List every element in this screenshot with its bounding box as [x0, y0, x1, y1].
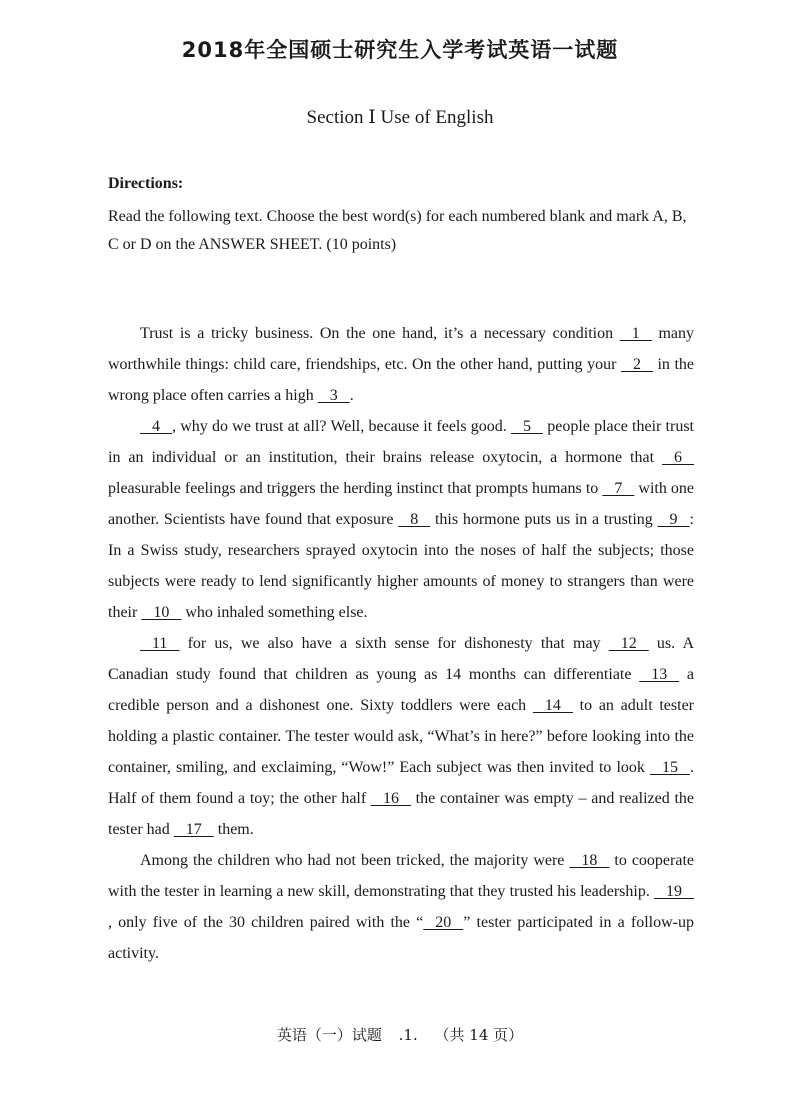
passage-text: . [349, 387, 354, 404]
footer-page-number: .1. [398, 1026, 418, 1044]
blank-4: 4 [140, 418, 172, 435]
blank-7: 7 [602, 480, 635, 497]
passage-text: for us, we also have a sixth sense for dishonesty that may [179, 635, 609, 652]
passage-text: many worthwhile things: child care, friendships, etc. On the other hand, putting your [108, 325, 695, 373]
passage-text: a credible person and a dishonest one. Sixty toddlers were each [108, 666, 694, 714]
blank-18: 18 [569, 852, 610, 869]
blank-5: 5 [511, 418, 544, 435]
directions-text: Read the following text. Choose the best word(s) for each numbered blank and mark A, B, C or D on the ANSWER SHEET. (10 points) [108, 208, 687, 253]
blank-15: 15 [650, 759, 690, 776]
directions-heading: Directions: [108, 175, 184, 192]
passage-text: this hormone puts us in a trusting [430, 511, 658, 528]
passage-text: them. [213, 821, 254, 838]
passage-text: to an adult tester holding a plastic container. The tester would ask, “What’s in here?” before looking into the container, smiling, and exclaiming, “Wow!” Each subject was then invited to look [108, 697, 695, 776]
blank-13: 13 [639, 666, 680, 683]
passage-text: in the wrong place often carries a high [108, 356, 694, 404]
passage-text: Trust is a tricky business. On the one hand, it’s a necessary condition [140, 325, 620, 342]
page-footer [0, 1024, 800, 1045]
blank-10: 10 [141, 604, 182, 621]
passage-text: with one another. Scientists have found that exposure [108, 480, 694, 528]
paragraph-4 [108, 845, 694, 969]
blank-14: 14 [532, 697, 573, 714]
passage [108, 318, 694, 969]
passage-text: people place their trust in an individual or an institution, their brains release oxytocin, a hormone that [108, 418, 694, 466]
footer-subject: 英语（一）试题 [276, 1026, 382, 1044]
blank-16: 16 [370, 790, 411, 807]
passage-text: to cooperate with the tester in learning a new skill, demonstrating that they trusted his leadership. [108, 852, 695, 900]
passage-text: who inhaled something else. [181, 604, 368, 621]
blank-1: 1 [619, 325, 652, 342]
footer-total-pages: （共 14 页） [434, 1026, 524, 1044]
passage-text: . Half of them found a toy; the other half [108, 759, 694, 807]
blank-17: 17 [173, 821, 214, 838]
blank-3: 3 [317, 387, 350, 404]
passage-text: , why do we trust at all? Well, because it feels good. [172, 418, 512, 435]
paragraph-1 [108, 318, 694, 411]
blank-12: 12 [608, 635, 649, 652]
paragraph-2 [108, 411, 694, 628]
blank-19: 19 [654, 883, 694, 900]
blank-11: 11 [140, 635, 180, 652]
passage-text: us. A Canadian study found that children as young as 14 months can differentiate [108, 635, 695, 683]
blank-6: 6 [662, 449, 694, 466]
exam-title: 2018年全国硕士研究生入学考试英语一试题 [181, 38, 619, 62]
blank-20: 20 [423, 914, 464, 931]
passage-text: pleasurable feelings and triggers the herding instinct that prompts humans to [108, 480, 603, 497]
passage-text: the container was empty – and realized the tester had [108, 790, 694, 838]
blank-8: 8 [398, 511, 431, 528]
passage-text: Among the children who had not been tricked, the majority were [140, 852, 570, 869]
passage-text: : In a Swiss study, researchers sprayed oxytocin into the noses of half the subjects; those subjects were ready to lend significantly higher amounts of money to strangers than were their [108, 511, 694, 621]
paragraph-3 [108, 628, 694, 845]
passage-text: , only five of the 30 children paired with the “ [108, 914, 424, 931]
blank-9: 9 [657, 511, 690, 528]
blank-2: 2 [620, 356, 653, 373]
section-heading: Section Ⅰ Use of English [306, 107, 494, 128]
passage-text: ” tester participated in a follow-up activity. [108, 914, 694, 962]
